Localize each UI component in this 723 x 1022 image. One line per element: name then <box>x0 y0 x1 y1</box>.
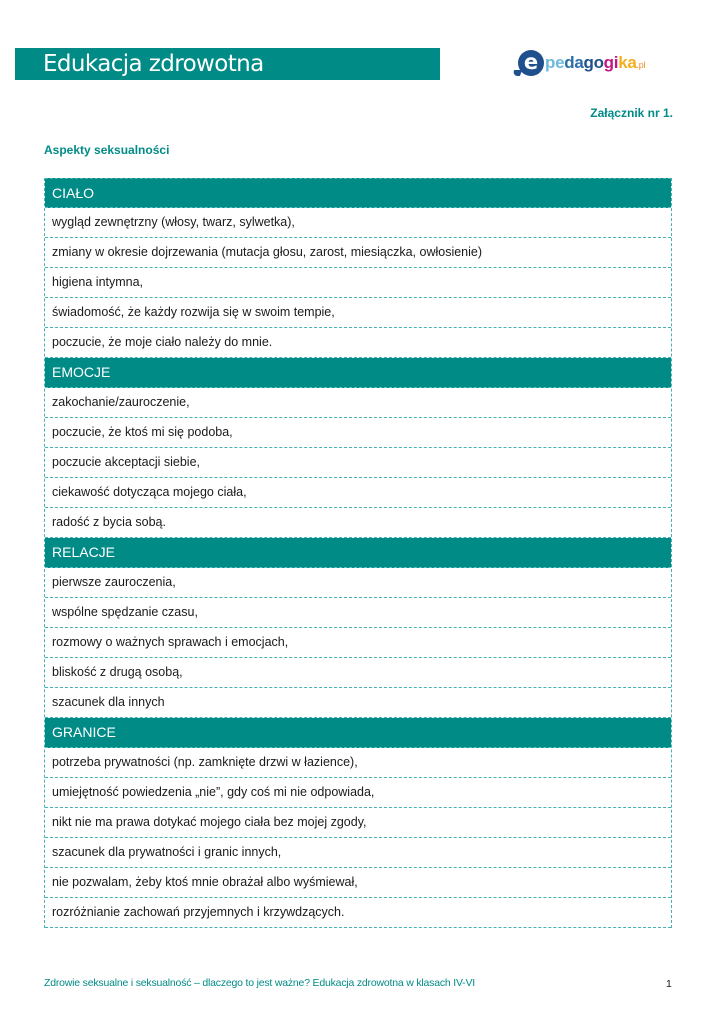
table-row: higiena intymna, <box>45 268 671 298</box>
table-row: nikt nie ma prawa dotykać mojego ciała bez mojej zgody, <box>45 808 671 838</box>
logo-e-icon: e <box>518 50 544 76</box>
section-header-relacje: RELACJE <box>45 538 671 568</box>
table-row: nie pozwalam, żeby ktoś mnie obrażał albo wyśmiewał, <box>45 868 671 898</box>
epedagogika-logo <box>518 46 678 80</box>
table-row: ciekawość dotycząca mojego ciała, <box>45 478 671 508</box>
logo-part: gi <box>603 53 619 72</box>
table-row: świadomość, że każdy rozwija się w swoim tempie, <box>45 298 671 328</box>
table-row: szacunek dla innych <box>45 688 671 718</box>
table-row: zmiany w okresie dojrzewania (mutacja głosu, zarost, miesiączka, owłosienie) <box>45 238 671 268</box>
section-header-granice: GRANICE <box>45 718 671 748</box>
table-row: poczucie akceptacji siebie, <box>45 448 671 478</box>
table-row: wygląd zewnętrzny (włosy, twarz, sylwetka), <box>45 208 671 238</box>
table-row: wspólne spędzanie czasu, <box>45 598 671 628</box>
table-row: szacunek dla prywatności i granic innych, <box>45 838 671 868</box>
attachment-label: Załącznik nr 1. <box>590 106 673 120</box>
section-header-emocje: EMOCJE <box>45 358 671 388</box>
table-row: umiejętność powiedzenia „nie”, gdy coś mi nie odpowiada, <box>45 778 671 808</box>
aspects-table <box>44 178 672 928</box>
section-header-ciało: CIAŁO <box>45 178 671 208</box>
logo-part: pe <box>545 53 565 72</box>
table-row: poczucie, że moje ciało należy do mnie. <box>45 328 671 358</box>
logo-wordmark <box>545 53 645 73</box>
logo-part: ka <box>618 53 637 72</box>
logo-part: da <box>564 53 584 72</box>
table-row: bliskość z drugą osobą, <box>45 658 671 688</box>
table-row: radość z bycia sobą. <box>45 508 671 538</box>
page-number: 1 <box>666 978 672 990</box>
table-row: potrzeba prywatności (np. zamknięte drzwi w łazience), <box>45 748 671 778</box>
section-subtitle: Aspekty seksualności <box>44 143 170 157</box>
document-title: Edukacja zdrowotna <box>43 51 264 77</box>
document-title-bar <box>15 48 440 80</box>
table-row: pierwsze zauroczenia, <box>45 568 671 598</box>
logo-part: .pl <box>636 60 646 70</box>
logo-part: go <box>583 53 604 72</box>
table-row: rozmowy o ważnych sprawach i emocjach, <box>45 628 671 658</box>
table-row: poczucie, że ktoś mi się podoba, <box>45 418 671 448</box>
table-row: zakochanie/zauroczenie, <box>45 388 671 418</box>
footer-text: Zdrowie seksualne i seksualność – dlaczego to jest ważne? Edukacja zdrowotna w klasach IV-VI <box>44 977 476 989</box>
table-row: rozróżnianie zachowań przyjemnych i krzywdzących. <box>45 898 671 928</box>
